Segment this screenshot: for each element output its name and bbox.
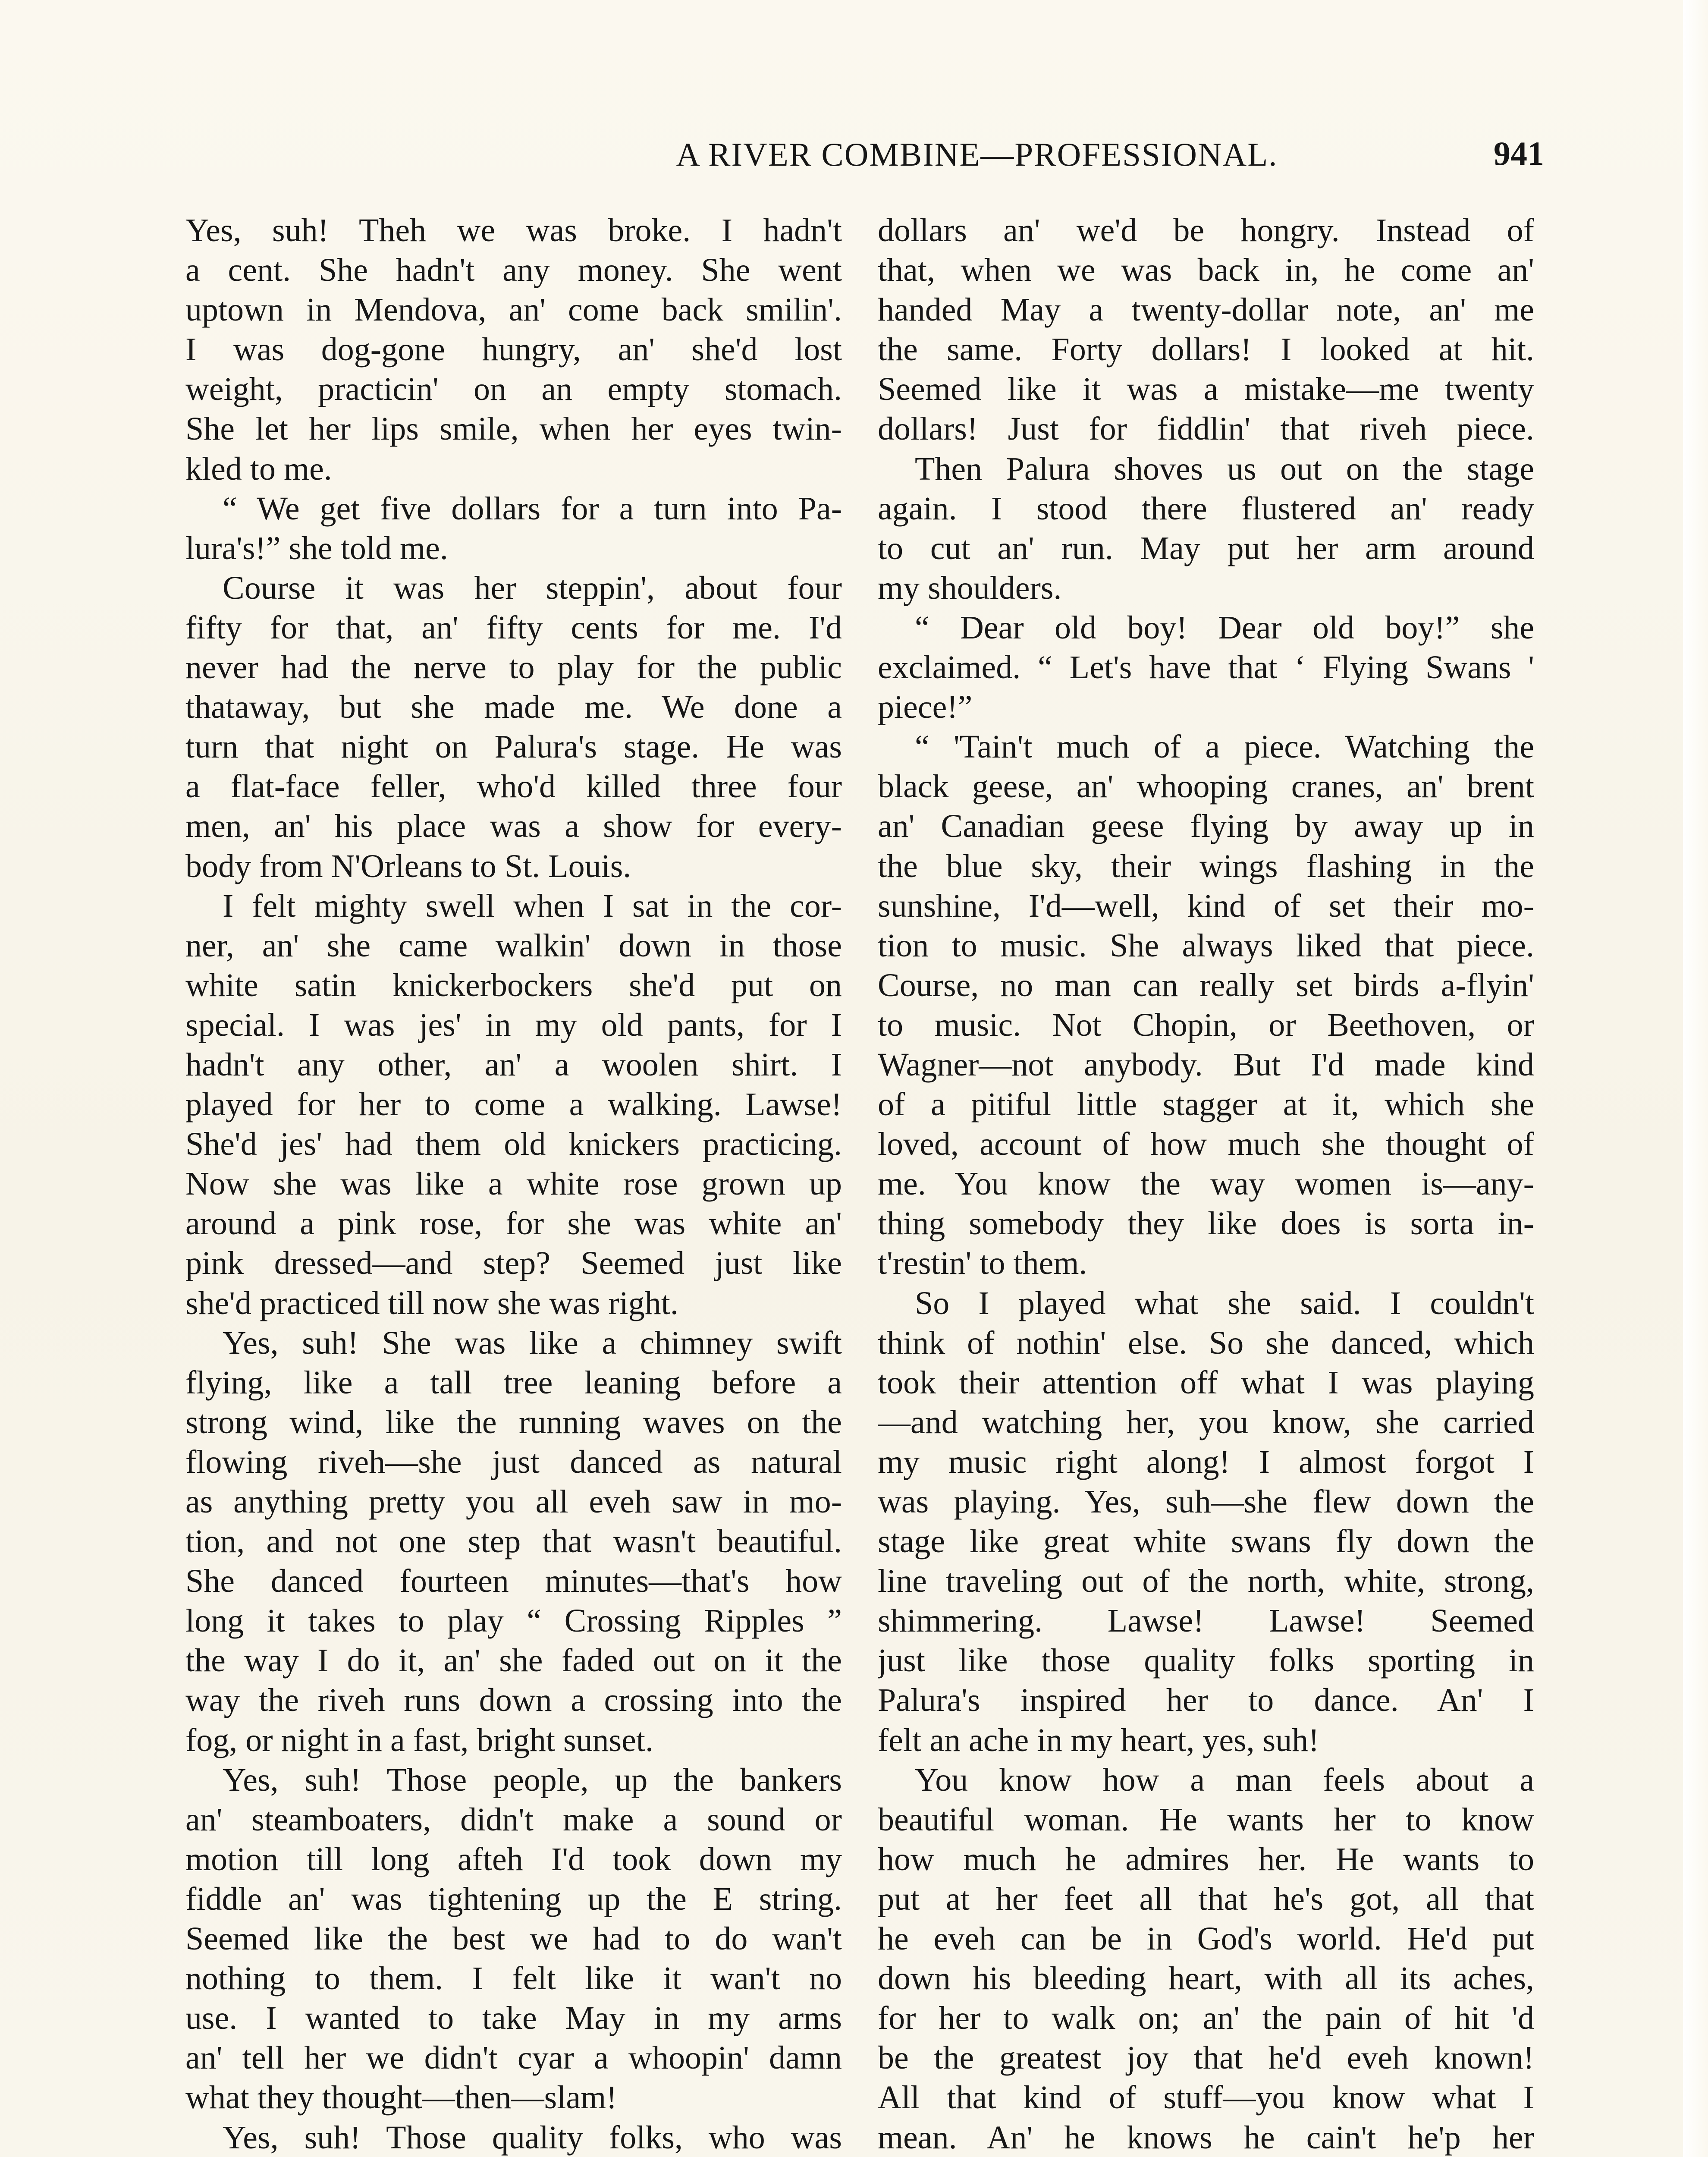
text-line: Course, no man can really set birds a-flyin' xyxy=(878,967,1534,1003)
text-line: use. I wanted to take May in my arms xyxy=(185,2000,842,2037)
text-line: sunshine, I'd—well, kind of set their mo- xyxy=(878,887,1534,924)
text-line: stage like great white swans fly down the xyxy=(878,1523,1534,1560)
text-line: dollars an' we'd be hongry. Instead of xyxy=(878,212,1534,248)
text-line: I felt mighty swell when I sat in the cor- xyxy=(223,887,842,924)
text-line: tion, and not one step that wasn't beautiful. xyxy=(185,1523,842,1560)
text-line: down his bleeding heart, with all its aches, xyxy=(878,1960,1534,1997)
text-line: weight, practicin' on an empty stomach. xyxy=(185,371,842,408)
text-line: Seemed like it was a mistake—me twenty xyxy=(878,371,1534,408)
text-line: Palura's inspired her to dance. An' I xyxy=(878,1682,1534,1719)
text-line: Yes, suh! Those people, up the bankers xyxy=(223,1761,842,1798)
text-line: Yes, suh! Theh we was broke. I hadn't xyxy=(185,212,842,248)
text-line: Course it was her steppin', about four xyxy=(223,569,842,606)
text-line: to music. Not Chopin, or Beethoven, or xyxy=(878,1006,1534,1043)
text-line: the way I do it, an' she faded out on it the xyxy=(185,1642,842,1679)
left-text-column xyxy=(185,211,842,2157)
text-line: t'restin' to them. xyxy=(878,1245,1087,1282)
text-line: dollars! Just for fiddlin' that riveh piece. xyxy=(878,411,1534,447)
text-line: shimmering. Lawse! Lawse! Seemed xyxy=(878,1603,1534,1639)
text-line: “ We get five dollars for a turn into Pa- xyxy=(223,490,842,527)
text-line: an' Canadian geese flying by away up in xyxy=(878,808,1534,845)
text-line: lura's!” she told me. xyxy=(185,530,448,566)
right-text-column xyxy=(878,211,1534,2157)
text-line: So I played what she said. I couldn't xyxy=(915,1285,1534,1321)
text-line: was playing. Yes, suh—she flew down the xyxy=(878,1484,1534,1520)
text-line: —and watching her, you know, she carried xyxy=(878,1404,1534,1440)
text-line: exclaimed. “ Let's have that ‘ Flying Swans ' xyxy=(878,649,1534,686)
text-line: “ 'Tain't much of a piece. Watching the xyxy=(915,729,1534,765)
text-line: piece!” xyxy=(878,689,973,726)
text-line: Now she was like a white rose grown up xyxy=(185,1166,842,1202)
text-line: body from N'Orleans to St. Louis. xyxy=(185,848,631,884)
text-line: I was dog-gone hungry, an' she'd lost xyxy=(185,331,842,368)
text-line: that, when we was back in, he come an' xyxy=(878,252,1534,289)
text-line: an' steamboaters, didn't make a sound or xyxy=(185,1801,842,1838)
text-line: ner, an' she came walkin' down in those xyxy=(185,927,842,964)
text-line: turn that night on Palura's stage. He was xyxy=(185,729,842,765)
text-line: how much he admires her. He wants to xyxy=(878,1841,1534,1877)
text-line: fog, or night in a fast, bright sunset. xyxy=(185,1722,653,1758)
text-line: she'd practiced till now she was right. xyxy=(185,1285,678,1321)
text-line: the same. Forty dollars! I looked at hit. xyxy=(878,331,1534,368)
text-line: She let her lips smile, when her eyes twin- xyxy=(185,411,842,447)
text-line: flying, like a tall tree leaning before a xyxy=(185,1364,842,1401)
text-line: felt an ache in my heart, yes, suh! xyxy=(878,1722,1319,1758)
text-line: an' tell her we didn't cyar a whoopin' damn xyxy=(185,2040,842,2076)
text-line: me. You know the way women is—any- xyxy=(878,1166,1534,1202)
text-line: a cent. She hadn't any money. She went xyxy=(185,252,842,289)
text-line: loved, account of how much she thought of xyxy=(878,1126,1534,1163)
text-line: the blue sky, their wings flashing in the xyxy=(878,848,1534,884)
running-header-title: A RIVER COMBINE—PROFESSIONAL. xyxy=(676,136,1278,173)
text-line: Then Palura shoves us out on the stage xyxy=(915,450,1534,487)
text-line: be the greatest joy that he'd eveh known! xyxy=(878,2040,1534,2076)
text-line: way the riveh runs down a crossing into the xyxy=(185,1682,842,1719)
text-line: kled to me. xyxy=(185,450,332,487)
text-line: All that kind of stuff—you know what I xyxy=(878,2079,1534,2116)
text-line: Yes, suh! She was like a chimney swift xyxy=(223,1324,842,1361)
text-line: just like those quality folks sporting in xyxy=(878,1642,1534,1679)
text-line: around a pink rose, for she was white an' xyxy=(185,1205,842,1242)
text-line: line traveling out of the north, white, strong, xyxy=(878,1563,1534,1600)
text-line: my music right along! I almost forgot I xyxy=(878,1443,1534,1480)
text-line: for her to walk on; an' the pain of hit 'd xyxy=(878,2000,1534,2037)
text-line: hadn't any other, an' a woolen shirt. I xyxy=(185,1046,842,1083)
text-line: my shoulders. xyxy=(878,569,1062,606)
text-line: special. I was jes' in my old pants, for I xyxy=(185,1006,842,1043)
text-line: She'd jes' had them old knickers practicing. xyxy=(185,1126,842,1163)
text-line: never had the nerve to play for the public xyxy=(185,649,842,686)
text-line: uptown in Mendova, an' come back smilin'. xyxy=(185,292,842,328)
text-line: strong wind, like the running waves on the xyxy=(185,1404,842,1440)
text-line: handed May a twenty-dollar note, an' me xyxy=(878,292,1534,328)
text-line: think of nothin' else. So she danced, which xyxy=(878,1324,1534,1361)
text-line: Seemed like the best we had to do wan't xyxy=(185,1921,842,1957)
text-line: of a pitiful little stagger at it, which she xyxy=(878,1086,1534,1123)
text-line: Wagner—not anybody. But I'd made kind xyxy=(878,1046,1534,1083)
page-edge xyxy=(1683,0,1708,2157)
text-line: long it takes to play “ Crossing Ripples ” xyxy=(185,1603,842,1639)
text-line: men, an' his place was a show for every- xyxy=(185,808,842,845)
text-line: beautiful woman. He wants her to know xyxy=(878,1801,1534,1838)
text-line: mean. An' he knows he cain't he'p her xyxy=(878,2119,1534,2156)
text-line: played for her to come a walking. Lawse! xyxy=(185,1086,842,1123)
text-line: You know how a man feels about a xyxy=(915,1761,1534,1798)
text-line: pink dressed—and step? Seemed just like xyxy=(185,1245,842,1282)
text-line: thing somebody they like does is sorta in- xyxy=(878,1205,1534,1242)
text-line: what they thought—then—slam! xyxy=(185,2079,617,2116)
text-line: Yes, suh! Those quality folks, who was xyxy=(223,2119,842,2156)
text-line: nothing to them. I felt like it wan't no xyxy=(185,1960,842,1997)
text-line: to cut an' run. May put her arm around xyxy=(878,530,1534,566)
text-line: thataway, but she made me. We done a xyxy=(185,689,842,726)
text-line: “ Dear old boy! Dear old boy!” she xyxy=(915,609,1534,646)
text-line: fiddle an' was tightening up the E string. xyxy=(185,1880,842,1917)
text-line: She danced fourteen minutes—that's how xyxy=(185,1563,842,1600)
text-line: motion till long afteh I'd took down my xyxy=(185,1841,842,1877)
text-line: put at her feet all that he's got, all that xyxy=(878,1880,1534,1917)
text-line: took their attention off what I was playing xyxy=(878,1364,1534,1401)
text-line: as anything pretty you all eveh saw in mo- xyxy=(185,1484,842,1520)
text-line: a flat-face feller, who'd killed three four xyxy=(185,768,842,805)
text-line: tion to music. She always liked that piece. xyxy=(878,927,1534,964)
text-line: black geese, an' whooping cranes, an' brent xyxy=(878,768,1534,805)
text-line: fifty for that, an' fifty cents for me. I'd xyxy=(185,609,842,646)
text-line: again. I stood there flustered an' ready xyxy=(878,490,1534,527)
text-line: he eveh can be in God's world. He'd put xyxy=(878,1921,1534,1957)
text-line: flowing riveh—she just danced as natural xyxy=(185,1443,842,1480)
page-number: 941 xyxy=(1494,135,1544,172)
text-line: white satin knickerbockers she'd put on xyxy=(185,967,842,1003)
